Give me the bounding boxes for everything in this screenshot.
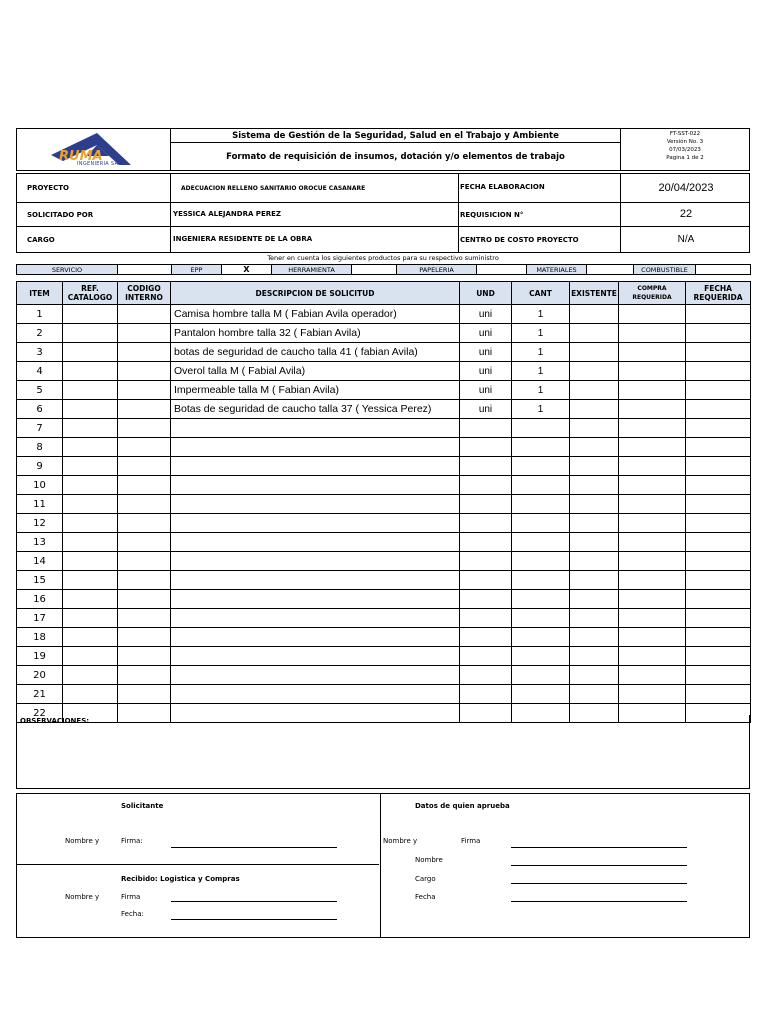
- und-cell[interactable]: [460, 514, 512, 533]
- table-row: [17, 571, 751, 590]
- fecha-requerida-cell[interactable]: [686, 457, 751, 476]
- existente-cell[interactable]: [570, 419, 619, 438]
- item-number: 10: [17, 476, 63, 495]
- item-number: 14: [17, 552, 63, 571]
- existente-cell[interactable]: [570, 305, 619, 324]
- solicitante-signature-line[interactable]: [171, 847, 337, 848]
- und-cell[interactable]: [460, 647, 512, 666]
- doc-version: Versión No. 3: [666, 139, 704, 145]
- descripcion-cell[interactable]: botas de seguridad de caucho talla 41 ( fabian Avila): [171, 343, 460, 362]
- compra-cell[interactable]: [619, 476, 686, 495]
- item-number: 11: [17, 495, 63, 514]
- table-row: [17, 666, 751, 685]
- item-number: 2: [17, 324, 63, 343]
- codigo-interno-cell[interactable]: [118, 457, 171, 476]
- table-row: [17, 533, 751, 552]
- item-number: 16: [17, 590, 63, 609]
- table-row: [17, 685, 751, 704]
- document-control: [621, 130, 749, 170]
- existente-cell[interactable]: [570, 495, 619, 514]
- codigo-interno-cell[interactable]: [118, 400, 171, 419]
- items-header-row: [17, 282, 751, 305]
- descripcion-cell[interactable]: [171, 438, 460, 457]
- existente-cell[interactable]: [570, 647, 619, 666]
- cant-cell[interactable]: [512, 552, 570, 571]
- recibido-firma-label: Firma: [121, 893, 141, 901]
- descripcion-cell[interactable]: [171, 571, 460, 590]
- aprueba-firma-label: Firma: [461, 837, 481, 845]
- proyecto-value: ADECUACION RELLENO SANITARIO OROCUE CASANARE: [181, 184, 366, 192]
- existente-cell[interactable]: [570, 476, 619, 495]
- compra-cell[interactable]: [619, 666, 686, 685]
- aprueba-cargo-label: Cargo: [415, 875, 436, 883]
- descripcion-cell[interactable]: [171, 609, 460, 628]
- item-number: 7: [17, 419, 63, 438]
- descripcion-cell[interactable]: [171, 685, 460, 704]
- table-row: [17, 476, 751, 495]
- centro-label: CENTRO DE COSTO PROYECTO: [460, 236, 579, 244]
- fecha-requerida-cell[interactable]: [686, 381, 751, 400]
- descripcion-cell[interactable]: Camisa hombre talla M ( Fabian Avila operador): [171, 305, 460, 324]
- ref-catalogo-cell[interactable]: [63, 476, 118, 495]
- cant-cell[interactable]: 1: [512, 381, 570, 400]
- cant-cell[interactable]: [512, 628, 570, 647]
- fecha-requerida-cell[interactable]: [686, 438, 751, 457]
- existente-cell[interactable]: [570, 666, 619, 685]
- compra-cell[interactable]: [619, 381, 686, 400]
- ref-catalogo-cell[interactable]: [63, 419, 118, 438]
- col-compra: COMPRA REQUERIDA: [619, 282, 686, 305]
- item-number: 9: [17, 457, 63, 476]
- fecha-requerida-cell[interactable]: [686, 476, 751, 495]
- fecha-requerida-cell[interactable]: [686, 590, 751, 609]
- existente-cell[interactable]: [570, 362, 619, 381]
- item-number: 4: [17, 362, 63, 381]
- und-cell[interactable]: [460, 457, 512, 476]
- ref-catalogo-cell[interactable]: [63, 305, 118, 324]
- descripcion-cell[interactable]: Pantalon hombre talla 32 ( Fabian Avila): [171, 324, 460, 343]
- und-cell[interactable]: [460, 628, 512, 647]
- cat-combustible-mark[interactable]: [696, 265, 751, 275]
- item-number: 21: [17, 685, 63, 704]
- col-und: UND: [460, 282, 512, 305]
- table-row: [17, 457, 751, 476]
- und-cell[interactable]: [460, 590, 512, 609]
- fecha-requerida-cell[interactable]: [686, 685, 751, 704]
- item-number: 15: [17, 571, 63, 590]
- col-existente: EXISTENTE: [570, 282, 619, 305]
- descripcion-cell[interactable]: [171, 457, 460, 476]
- table-row: [17, 343, 751, 362]
- codigo-interno-cell[interactable]: [118, 628, 171, 647]
- aprueba-nombre-line[interactable]: [511, 865, 687, 866]
- compra-cell[interactable]: [619, 628, 686, 647]
- table-row: [17, 305, 751, 324]
- descripcion-cell[interactable]: [171, 533, 460, 552]
- fecha-requerida-cell[interactable]: [686, 571, 751, 590]
- table-row: [17, 324, 751, 343]
- und-cell[interactable]: [460, 666, 512, 685]
- compra-cell[interactable]: [619, 400, 686, 419]
- cat-materiales-mark[interactable]: [587, 265, 634, 275]
- form-title: Formato de requisición de insumos, dotación y/o elementos de trabajo: [226, 151, 565, 162]
- ref-catalogo-cell[interactable]: [63, 685, 118, 704]
- ref-catalogo-cell[interactable]: [63, 400, 118, 419]
- fecha-requerida-cell[interactable]: [686, 533, 751, 552]
- descripcion-cell[interactable]: [171, 590, 460, 609]
- und-cell[interactable]: uni: [460, 324, 512, 343]
- ref-catalogo-cell[interactable]: [63, 571, 118, 590]
- und-cell[interactable]: uni: [460, 305, 512, 324]
- cant-cell[interactable]: [512, 419, 570, 438]
- cargo-label: CARGO: [27, 235, 55, 244]
- solicitado-value: YESSICA ALEJANDRA PEREZ: [173, 210, 281, 218]
- codigo-interno-cell[interactable]: [118, 495, 171, 514]
- existente-cell[interactable]: [570, 514, 619, 533]
- table-row: [17, 628, 751, 647]
- col-fecha: FECHA REQUERIDA: [686, 282, 751, 305]
- und-cell[interactable]: [460, 419, 512, 438]
- codigo-interno-cell[interactable]: [118, 419, 171, 438]
- table-row: [17, 609, 751, 628]
- logo-text: RUMA: [59, 149, 103, 164]
- und-cell[interactable]: [460, 495, 512, 514]
- fecha-requerida-cell[interactable]: [686, 666, 751, 685]
- signature-section: [16, 793, 750, 938]
- fecha-requerida-cell[interactable]: [686, 324, 751, 343]
- ref-catalogo-cell[interactable]: [63, 362, 118, 381]
- und-cell[interactable]: uni: [460, 362, 512, 381]
- fecha-requerida-cell[interactable]: [686, 628, 751, 647]
- item-number: 17: [17, 609, 63, 628]
- cat-epp: EPP: [172, 265, 222, 275]
- und-cell[interactable]: [460, 609, 512, 628]
- table-row: [17, 514, 751, 533]
- existente-cell[interactable]: [570, 628, 619, 647]
- cant-cell[interactable]: [512, 495, 570, 514]
- existente-cell[interactable]: [570, 343, 619, 362]
- ref-catalogo-cell[interactable]: [63, 343, 118, 362]
- existente-cell[interactable]: [570, 609, 619, 628]
- cant-cell[interactable]: 1: [512, 343, 570, 362]
- fecha-requerida-cell[interactable]: [686, 343, 751, 362]
- item-number: 8: [17, 438, 63, 457]
- cant-cell[interactable]: 1: [512, 362, 570, 381]
- cant-cell[interactable]: [512, 533, 570, 552]
- solicitado-label: SOLICITADO POR: [27, 210, 94, 219]
- items-table: [16, 281, 751, 723]
- ref-catalogo-cell[interactable]: [63, 324, 118, 343]
- requisicion-value: 22: [679, 208, 693, 220]
- ref-catalogo-cell[interactable]: [63, 514, 118, 533]
- existente-cell[interactable]: [570, 571, 619, 590]
- cat-herramienta-mark[interactable]: [352, 265, 397, 275]
- aprueba-fecha-line[interactable]: [511, 901, 687, 902]
- descripcion-cell[interactable]: [171, 666, 460, 685]
- recibido-firma-line[interactable]: [171, 901, 337, 902]
- cant-cell[interactable]: [512, 457, 570, 476]
- existente-cell[interactable]: [570, 381, 619, 400]
- cant-cell[interactable]: [512, 647, 570, 666]
- existente-cell[interactable]: [570, 324, 619, 343]
- descripcion-cell[interactable]: Botas de seguridad de caucho talla 37 ( Yessica Perez): [171, 400, 460, 419]
- compra-cell[interactable]: [619, 457, 686, 476]
- compra-cell[interactable]: [619, 324, 686, 343]
- ref-catalogo-cell[interactable]: [63, 609, 118, 628]
- aprueba-nombre-y-label: Nombre y: [383, 837, 418, 845]
- existente-cell[interactable]: [570, 533, 619, 552]
- compra-cell[interactable]: [619, 305, 686, 324]
- descripcion-cell[interactable]: [171, 419, 460, 438]
- und-cell[interactable]: [460, 438, 512, 457]
- cant-cell[interactable]: 1: [512, 305, 570, 324]
- und-cell[interactable]: [460, 685, 512, 704]
- table-row: [17, 381, 751, 400]
- recibido-nombre-label: Nombre y: [65, 893, 100, 901]
- codigo-interno-cell[interactable]: [118, 552, 171, 571]
- cant-cell[interactable]: [512, 666, 570, 685]
- item-number: 18: [17, 628, 63, 647]
- fecha-requerida-cell[interactable]: [686, 305, 751, 324]
- compra-cell[interactable]: [619, 590, 686, 609]
- compra-cell[interactable]: [619, 685, 686, 704]
- descripcion-cell[interactable]: [171, 647, 460, 666]
- cant-cell[interactable]: 1: [512, 324, 570, 343]
- fecha-value: 20/04/2023: [658, 182, 714, 194]
- compra-cell[interactable]: [619, 647, 686, 666]
- und-cell[interactable]: [460, 552, 512, 571]
- aprueba-fecha-label: Fecha: [415, 893, 436, 901]
- ref-catalogo-cell[interactable]: [63, 457, 118, 476]
- codigo-interno-cell[interactable]: [118, 343, 171, 362]
- ref-catalogo-cell[interactable]: [63, 495, 118, 514]
- item-number: 19: [17, 647, 63, 666]
- doc-page: Pagina 1 de 2: [666, 155, 704, 161]
- col-item: ITEM: [17, 282, 63, 305]
- fecha-requerida-cell[interactable]: [686, 609, 751, 628]
- logo-subtext: INGENIERIA SAS: [77, 161, 122, 167]
- fecha-requerida-cell[interactable]: [686, 495, 751, 514]
- cat-servicio: SERVICIO: [17, 265, 118, 275]
- table-row: [17, 419, 751, 438]
- table-row: [17, 552, 751, 571]
- cant-cell[interactable]: [512, 590, 570, 609]
- item-number: 20: [17, 666, 63, 685]
- table-row: [17, 362, 751, 381]
- codigo-interno-cell[interactable]: [118, 438, 171, 457]
- descripcion-cell[interactable]: Impermeable talla M ( Fabian Avila): [171, 381, 460, 400]
- item-number: 5: [17, 381, 63, 400]
- und-cell[interactable]: [460, 476, 512, 495]
- cant-cell[interactable]: [512, 609, 570, 628]
- codigo-interno-cell[interactable]: [118, 381, 171, 400]
- recibido-fecha-label: Fecha:: [121, 910, 144, 918]
- codigo-interno-cell[interactable]: [118, 514, 171, 533]
- codigo-interno-cell[interactable]: [118, 362, 171, 381]
- item-number: 1: [17, 305, 63, 324]
- cat-epp-mark[interactable]: X: [222, 265, 272, 275]
- cat-combustible: COMBUSTIBLE: [634, 265, 696, 275]
- compra-cell[interactable]: [619, 362, 686, 381]
- doc-code: FT-SST-022: [669, 131, 701, 137]
- fecha-requerida-cell[interactable]: [686, 514, 751, 533]
- ref-catalogo-cell[interactable]: [63, 628, 118, 647]
- ref-catalogo-cell[interactable]: [63, 438, 118, 457]
- compra-cell[interactable]: [619, 609, 686, 628]
- cargo-value: INGENIERA RESIDENTE DE LA OBRA: [173, 235, 313, 243]
- fecha-requerida-cell[interactable]: [686, 400, 751, 419]
- col-cant: CANT: [512, 282, 570, 305]
- aprueba-cargo-line[interactable]: [511, 883, 687, 884]
- compra-cell[interactable]: [619, 495, 686, 514]
- proyecto-label: PROYECTO: [27, 184, 69, 192]
- codigo-interno-cell[interactable]: [118, 609, 171, 628]
- item-number: 6: [17, 400, 63, 419]
- cant-cell[interactable]: 1: [512, 400, 570, 419]
- request-info: [16, 173, 750, 253]
- descripcion-cell[interactable]: [171, 552, 460, 571]
- col-descripcion: DESCRIPCION DE SOLICITUD: [171, 282, 460, 305]
- table-row: [17, 495, 751, 514]
- cat-papeleria: PAPELERIA: [397, 265, 477, 275]
- fecha-requerida-cell[interactable]: [686, 552, 751, 571]
- centro-value: N/A: [677, 234, 695, 245]
- solicitante-firma-label: Firma:: [121, 837, 143, 845]
- descripcion-cell[interactable]: Overol talla M ( Fabial Avila): [171, 362, 460, 381]
- codigo-interno-cell[interactable]: [118, 666, 171, 685]
- descripcion-cell[interactable]: [171, 514, 460, 533]
- fecha-label: FECHA ELABORACION: [460, 183, 545, 191]
- codigo-interno-cell[interactable]: [118, 571, 171, 590]
- compra-cell[interactable]: [619, 419, 686, 438]
- und-cell[interactable]: uni: [460, 400, 512, 419]
- ref-catalogo-cell[interactable]: [63, 666, 118, 685]
- recibido-fecha-line[interactable]: [171, 919, 337, 920]
- system-title: Sistema de Gestión de la Seguridad, Salud en el Trabajo y Ambiente: [232, 130, 559, 141]
- item-number: 12: [17, 514, 63, 533]
- descripcion-cell[interactable]: [171, 495, 460, 514]
- compra-cell[interactable]: [619, 571, 686, 590]
- codigo-interno-cell[interactable]: [118, 685, 171, 704]
- existente-cell[interactable]: [570, 457, 619, 476]
- compra-cell[interactable]: [619, 438, 686, 457]
- ref-catalogo-cell[interactable]: [63, 590, 118, 609]
- aprueba-title: Datos de quien aprueba: [415, 802, 510, 810]
- existente-cell[interactable]: [570, 400, 619, 419]
- requisicion-label: REQUISICION N°: [460, 211, 524, 219]
- item-number: 3: [17, 343, 63, 362]
- cat-materiales: MATERIALES: [527, 265, 587, 275]
- cant-cell[interactable]: [512, 476, 570, 495]
- und-cell[interactable]: uni: [460, 343, 512, 362]
- doc-date: 07/03/2023: [669, 147, 701, 153]
- table-row: [17, 590, 751, 609]
- item-number: 13: [17, 533, 63, 552]
- category-strip: [16, 264, 751, 275]
- codigo-interno-cell[interactable]: [118, 533, 171, 552]
- aprueba-firma-line[interactable]: [511, 847, 687, 848]
- observaciones-box[interactable]: [16, 715, 750, 789]
- codigo-interno-cell[interactable]: [118, 590, 171, 609]
- existente-cell[interactable]: [570, 552, 619, 571]
- codigo-interno-cell[interactable]: [118, 476, 171, 495]
- col-codigo: CODIGO INTERNO: [118, 282, 171, 305]
- existente-cell[interactable]: [570, 685, 619, 704]
- compra-cell[interactable]: [619, 343, 686, 362]
- codigo-interno-cell[interactable]: [118, 305, 171, 324]
- descripcion-cell[interactable]: [171, 628, 460, 647]
- solicitante-title: Solicitante: [121, 802, 164, 810]
- cant-cell[interactable]: [512, 685, 570, 704]
- supply-notice: Tener en cuenta los siguientes productos para su respectivo suministro: [267, 254, 499, 262]
- und-cell[interactable]: uni: [460, 381, 512, 400]
- ref-catalogo-cell[interactable]: [63, 552, 118, 571]
- cant-cell[interactable]: [512, 571, 570, 590]
- solicitante-nombre-label: Nombre y: [65, 837, 100, 845]
- recibido-title: Recibido: Logistica y Compras: [121, 875, 240, 883]
- und-cell[interactable]: [460, 533, 512, 552]
- compra-cell[interactable]: [619, 514, 686, 533]
- col-ref: REF. CATALOGO: [63, 282, 118, 305]
- cat-papeleria-mark[interactable]: [477, 265, 527, 275]
- cant-cell[interactable]: [512, 438, 570, 457]
- company-logo: [47, 131, 137, 169]
- und-cell[interactable]: [460, 571, 512, 590]
- compra-cell[interactable]: [619, 533, 686, 552]
- cat-herramienta: HERRAMIENTA: [272, 265, 352, 275]
- codigo-interno-cell[interactable]: [118, 324, 171, 343]
- table-row: [17, 400, 751, 419]
- fecha-requerida-cell[interactable]: [686, 419, 751, 438]
- existente-cell[interactable]: [570, 590, 619, 609]
- observaciones-label: OBSERVACIONES:: [20, 717, 90, 725]
- existente-cell[interactable]: [570, 438, 619, 457]
- ref-catalogo-cell[interactable]: [63, 381, 118, 400]
- descripcion-cell[interactable]: [171, 476, 460, 495]
- form-header: [16, 128, 750, 171]
- aprueba-nombre-label: Nombre: [415, 856, 443, 864]
- cat-servicio-mark[interactable]: [118, 265, 172, 275]
- table-row: [17, 438, 751, 457]
- table-row: [17, 647, 751, 666]
- codigo-interno-cell[interactable]: [118, 647, 171, 666]
- item-number: 22: [17, 704, 63, 723]
- cant-cell[interactable]: [512, 514, 570, 533]
- ref-catalogo-cell[interactable]: [63, 647, 118, 666]
- compra-cell[interactable]: [619, 552, 686, 571]
- fecha-requerida-cell[interactable]: [686, 647, 751, 666]
- ref-catalogo-cell[interactable]: [63, 533, 118, 552]
- fecha-requerida-cell[interactable]: [686, 362, 751, 381]
